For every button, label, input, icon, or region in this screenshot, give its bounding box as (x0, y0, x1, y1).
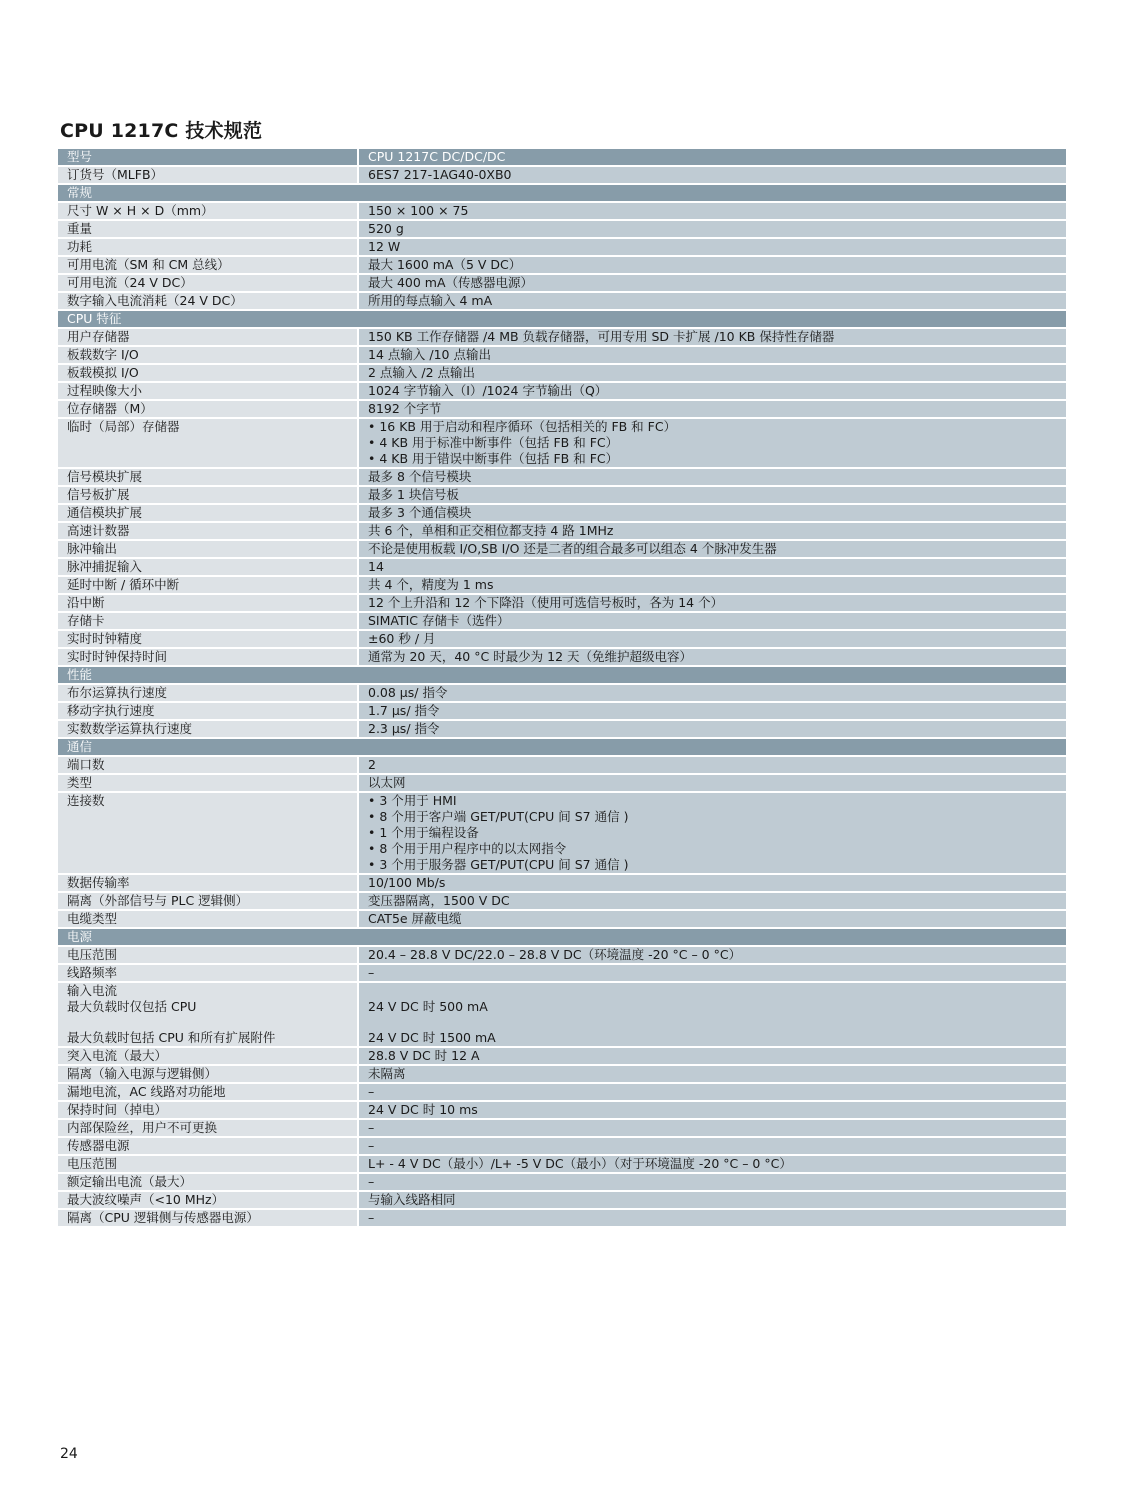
spec-value: 12 个上升沿和 12 个下降沿（使用可选信号板时，各为 14 个） (358, 594, 1066, 612)
table-row (58, 468, 1066, 486)
spec-value: – (358, 1173, 1066, 1191)
spec-label: 数字输入电流消耗（24 V DC） (58, 292, 358, 310)
spec-label: 过程映像大小 (58, 382, 358, 400)
spec-label: 临时（局部）存储器 (58, 418, 358, 468)
table-row (58, 756, 1066, 774)
spec-bullet: • 1 个用于编程设备 (368, 825, 479, 840)
spec-value: CPU 1217C DC/DC/DC (358, 149, 1066, 166)
table-row (58, 702, 1066, 720)
spec-value: 1024 字节输入（I）/1024 字节输出（Q） (358, 382, 1066, 400)
spec-label: 漏地电流，AC 线路对功能地 (58, 1083, 358, 1101)
spec-value: 最大 400 mA（传感器电源） (358, 274, 1066, 292)
table-row (58, 220, 1066, 238)
table-row (58, 594, 1066, 612)
spec-value: – (358, 1137, 1066, 1155)
spec-value: 共 4 个，精度为 1 ms (358, 576, 1066, 594)
spec-value: 1.7 μs/ 指令 (358, 702, 1066, 720)
spec-label: 延时中断 / 循环中断 (58, 576, 358, 594)
spec-value: 150 KB 工作存储器 /4 MB 负载存储器，可用专用 SD 卡扩展 /10 KB 保持性存储器 (358, 328, 1066, 346)
spec-value (358, 792, 1066, 874)
spec-label: 额定输出电流（最大） (58, 1173, 358, 1191)
table-row (58, 418, 1066, 468)
spec-value: 2 点输入 /2 点输出 (358, 364, 1066, 382)
spec-value: 共 6 个，单相和正交相位都支持 4 路 1MHz (358, 522, 1066, 540)
spec-label: 位存储器（M） (58, 400, 358, 418)
section-title: 电源 (58, 928, 1066, 946)
spec-value: 通常为 20 天，40 °C 时最少为 12 天（免维护超级电容） (358, 648, 1066, 666)
spec-bullet: • 16 KB 用于启动和程序循环（包括相关的 FB 和 FC） (368, 419, 677, 434)
table-row (58, 540, 1066, 558)
spec-bullet: • 4 KB 用于错误中断事件（包括 FB 和 FC） (368, 451, 619, 466)
spec-value: 2 (358, 756, 1066, 774)
table-row (58, 774, 1066, 792)
spec-bullet: • 8 个用于客户端 GET/PUT(CPU 间 S7 通信 ) (368, 809, 629, 824)
section-title: 通信 (58, 738, 1066, 756)
spec-value: – (358, 1083, 1066, 1101)
spec-value: 最多 8 个信号模块 (358, 468, 1066, 486)
spec-label: 电压范围 (58, 946, 358, 964)
table-row (58, 982, 1066, 1047)
spec-label: 脉冲输出 (58, 540, 358, 558)
spec-label: 连接数 (58, 792, 358, 874)
spec-value: 10/100 Mb/s (358, 874, 1066, 892)
spec-label: 端口数 (58, 756, 358, 774)
table-row (58, 1137, 1066, 1155)
spec-label: 可用电流（SM 和 CM 总线） (58, 256, 358, 274)
spec-label: 最大波纹噪声（<10 MHz） (58, 1191, 358, 1209)
section-title: 常规 (58, 184, 1066, 202)
table-row (58, 1101, 1066, 1119)
spec-label (58, 982, 358, 1047)
section-header-row (58, 738, 1066, 756)
section-title: 性能 (58, 666, 1066, 684)
spec-label: 隔离（输入电源与逻辑侧） (58, 1065, 358, 1083)
page-number: 24 (60, 1446, 78, 1462)
spec-value: SIMATIC 存储卡（选件） (358, 612, 1066, 630)
spec-value (358, 418, 1066, 468)
spec-table (58, 149, 1066, 1228)
table-row (58, 486, 1066, 504)
spec-label: 移动字执行速度 (58, 702, 358, 720)
table-row (58, 874, 1066, 892)
spec-value: CAT5e 屏蔽电缆 (358, 910, 1066, 928)
spec-label: 用户存储器 (58, 328, 358, 346)
table-row (58, 576, 1066, 594)
spec-value: 不论是使用板载 I/O,SB I/O 还是二者的组合最多可以组态 4 个脉冲发生器 (358, 540, 1066, 558)
spec-label-line: 输入电流 (67, 983, 118, 998)
spec-table-body (58, 149, 1066, 1227)
spec-value: 8192 个字节 (358, 400, 1066, 418)
spec-value-line: 24 V DC 时 1500 mA (368, 1030, 496, 1045)
spec-label: 数据传输率 (58, 874, 358, 892)
spec-label: 内部保险丝，用户不可更换 (58, 1119, 358, 1137)
table-row (58, 292, 1066, 310)
spec-label: 实数数学运算执行速度 (58, 720, 358, 738)
table-row (58, 892, 1066, 910)
table-row (58, 1191, 1066, 1209)
spec-label: 传感器电源 (58, 1137, 358, 1155)
table-header-row (58, 149, 1066, 166)
table-row (58, 166, 1066, 184)
spec-label: 信号板扩展 (58, 486, 358, 504)
table-row (58, 1173, 1066, 1191)
spec-value: 变压器隔离，1500 V DC (358, 892, 1066, 910)
spec-value: – (358, 964, 1066, 982)
spec-value: ±60 秒 / 月 (358, 630, 1066, 648)
spec-label: 突入电流（最大） (58, 1047, 358, 1065)
spec-label: 实时时钟精度 (58, 630, 358, 648)
table-row (58, 684, 1066, 702)
spec-bullet: • 4 KB 用于标准中断事件（包括 FB 和 FC） (368, 435, 619, 450)
spec-label: 保持时间（掉电） (58, 1101, 358, 1119)
section-title: CPU 特征 (58, 310, 1066, 328)
table-row (58, 910, 1066, 928)
page-title: CPU 1217C 技术规范 (60, 120, 263, 142)
spec-value: 28.8 V DC 时 12 A (358, 1047, 1066, 1065)
section-header-row (58, 928, 1066, 946)
spec-value: – (358, 1119, 1066, 1137)
table-row (58, 648, 1066, 666)
spec-value: 6ES7 217-1AG40-0XB0 (358, 166, 1066, 184)
table-row (58, 1083, 1066, 1101)
spec-value: 最多 3 个通信模块 (358, 504, 1066, 522)
spec-label: 板载数字 I/O (58, 346, 358, 364)
table-row (58, 522, 1066, 540)
spec-label: 隔离（CPU 逻辑侧与传感器电源） (58, 1209, 358, 1227)
spec-label: 尺寸 W × H × D（mm） (58, 202, 358, 220)
table-row (58, 256, 1066, 274)
table-row (58, 1119, 1066, 1137)
spec-label: 实时时钟保持时间 (58, 648, 358, 666)
spec-bullet: • 3 个用于 HMI (368, 793, 457, 808)
spec-label: 通信模块扩展 (58, 504, 358, 522)
spec-value: 14 点输入 /10 点输出 (358, 346, 1066, 364)
table-row (58, 1209, 1066, 1227)
spec-value: 24 V DC 时 10 ms (358, 1101, 1066, 1119)
table-row (58, 274, 1066, 292)
spec-value (358, 982, 1066, 1047)
table-row (58, 964, 1066, 982)
spec-label: 重量 (58, 220, 358, 238)
table-row (58, 328, 1066, 346)
spec-label: 存储卡 (58, 612, 358, 630)
spec-label: 布尔运算执行速度 (58, 684, 358, 702)
spec-value: 2.3 μs/ 指令 (358, 720, 1066, 738)
spec-value: 与输入线路相同 (358, 1191, 1066, 1209)
spec-label: 电压范围 (58, 1155, 358, 1173)
section-header-row (58, 310, 1066, 328)
spec-value: 0.08 μs/ 指令 (358, 684, 1066, 702)
spec-label: 类型 (58, 774, 358, 792)
spec-value: 14 (358, 558, 1066, 576)
spec-bullet: • 8 个用于用户程序中的以太网指令 (368, 841, 567, 856)
spec-value: – (358, 1209, 1066, 1227)
table-row (58, 792, 1066, 874)
spec-label: 隔离（外部信号与 PLC 逻辑侧） (58, 892, 358, 910)
section-header-row (58, 184, 1066, 202)
spec-value: 20.4 – 28.8 V DC/22.0 – 28.8 V DC（环境温度 -20 °C – 0 °C） (358, 946, 1066, 964)
table-row (58, 400, 1066, 418)
spec-value: 150 × 100 × 75 (358, 202, 1066, 220)
spec-label: 脉冲捕捉输入 (58, 558, 358, 576)
spec-value: 以太网 (358, 774, 1066, 792)
spec-label: 功耗 (58, 238, 358, 256)
table-row (58, 946, 1066, 964)
spec-value: 最大 1600 mA（5 V DC） (358, 256, 1066, 274)
spec-label-line: 最大负载时仅包括 CPU (67, 999, 197, 1014)
spec-bullet: • 3 个用于服务器 GET/PUT(CPU 间 S7 通信 ) (368, 857, 629, 872)
spec-value-line: 24 V DC 时 500 mA (368, 999, 488, 1014)
table-row (58, 504, 1066, 522)
spec-label: 电缆类型 (58, 910, 358, 928)
spec-label: 线路频率 (58, 964, 358, 982)
spec-label: 信号模块扩展 (58, 468, 358, 486)
spec-value: L+ - 4 V DC（最小）/L+ -5 V DC（最小）（对于环境温度 -20 °C – 0 °C） (358, 1155, 1066, 1173)
table-row (58, 558, 1066, 576)
table-row (58, 238, 1066, 256)
spec-label-line: 最大负载时包括 CPU 和所有扩展附件 (67, 1030, 276, 1045)
table-row (58, 364, 1066, 382)
table-row (58, 202, 1066, 220)
spec-label: 可用电流（24 V DC） (58, 274, 358, 292)
table-row (58, 720, 1066, 738)
spec-value: 所用的每点输入 4 mA (358, 292, 1066, 310)
table-row (58, 1155, 1066, 1173)
table-row (58, 612, 1066, 630)
spec-value: 最多 1 块信号板 (358, 486, 1066, 504)
table-row (58, 630, 1066, 648)
spec-label: 订货号（MLFB） (58, 166, 358, 184)
spec-label: 沿中断 (58, 594, 358, 612)
table-row (58, 346, 1066, 364)
spec-label: 高速计数器 (58, 522, 358, 540)
table-row (58, 382, 1066, 400)
table-row (58, 1065, 1066, 1083)
section-header-row (58, 666, 1066, 684)
spec-value: 520 g (358, 220, 1066, 238)
table-row (58, 1047, 1066, 1065)
spec-label: 型号 (58, 149, 358, 166)
spec-value: 12 W (358, 238, 1066, 256)
spec-label: 板载模拟 I/O (58, 364, 358, 382)
spec-value: 未隔离 (358, 1065, 1066, 1083)
